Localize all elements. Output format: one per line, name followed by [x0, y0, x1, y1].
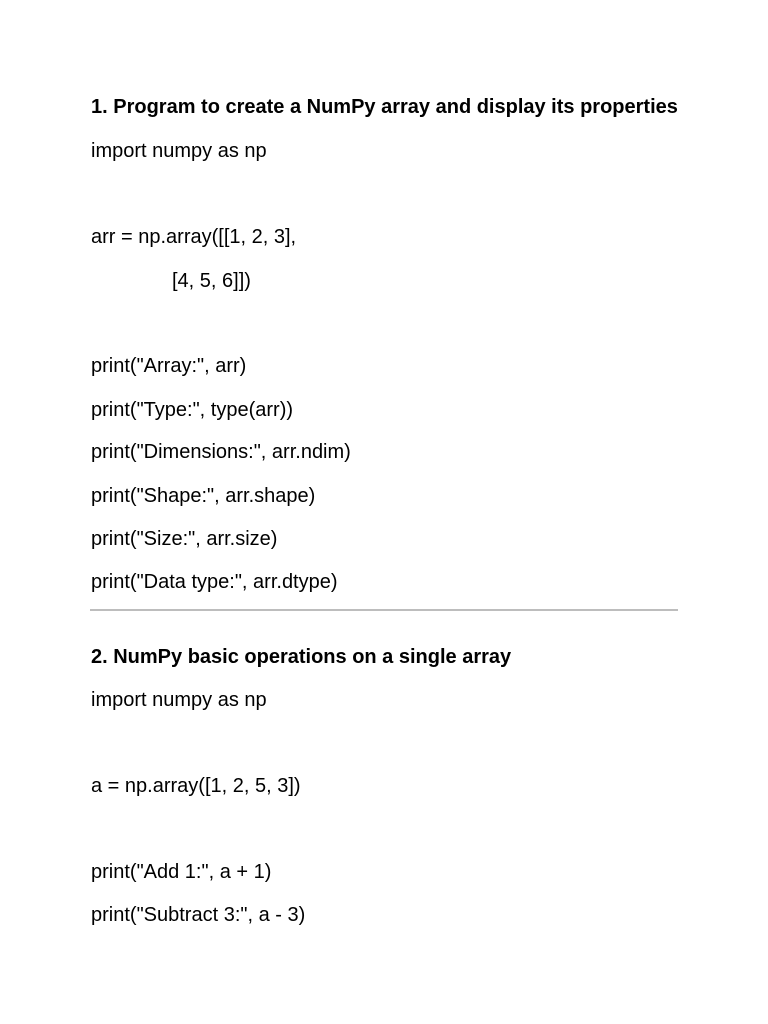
code-line: print("Array:", arr)	[91, 355, 247, 377]
section-2-heading: 2. NumPy basic operations on a single array	[91, 646, 512, 668]
code-line: arr = np.array([[1, 2, 3],	[91, 226, 297, 248]
code-line: import numpy as np	[91, 689, 267, 711]
code-line: print("Dimensions:", arr.ndim)	[91, 441, 351, 463]
section-1-heading: 1. Program to create a NumPy array and display its properties	[91, 96, 678, 118]
code-line: [4, 5, 6]])	[172, 270, 251, 292]
code-line: print("Type:", type(arr))	[91, 399, 294, 421]
code-line: print("Shape:", arr.shape)	[91, 485, 316, 507]
code-line: print("Add 1:", a + 1)	[91, 861, 272, 883]
code-line: a = np.array([1, 2, 5, 3])	[91, 775, 301, 797]
code-line: import numpy as np	[91, 140, 267, 162]
code-line: print("Size:", arr.size)	[91, 528, 278, 550]
code-line: print("Subtract 3:", a - 3)	[91, 904, 306, 926]
code-line: print("Data type:", arr.dtype)	[91, 571, 338, 593]
section-divider	[90, 609, 678, 611]
